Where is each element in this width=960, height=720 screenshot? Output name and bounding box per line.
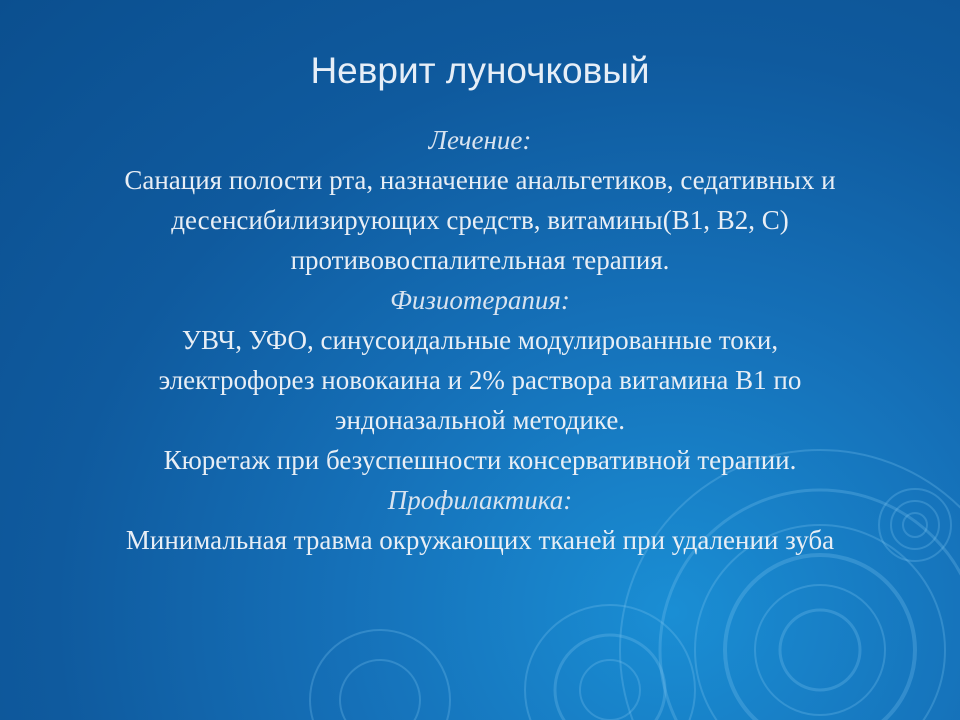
ripple-ring: [755, 585, 885, 715]
ripple-ring: [780, 610, 860, 690]
curettage-text: Кюретаж при безуспешности консервативной терапии.: [163, 445, 797, 475]
slide-title: Неврит луночковый: [310, 50, 650, 91]
physio-line: электрофорез новокаина и 2% раствора витамина В1 по: [158, 365, 802, 395]
ripple-ring: [340, 660, 420, 720]
prevention-text: Минимальная травма окружающих тканей при удалении зуба: [125, 525, 835, 555]
ripple-ring: [580, 660, 640, 720]
treatment-line: противовоспалительная терапия.: [290, 245, 670, 275]
ripple-ring: [555, 635, 665, 720]
treatment-line: десенсибилизирующих средств, витамины(В1, В2, С): [171, 205, 789, 235]
heading-prevention: Профилактика:: [387, 485, 573, 515]
physio-line: эндоназальной методике.: [334, 405, 626, 435]
ripple-ring: [310, 630, 450, 720]
physio-line: УВЧ, УФО, синусоидальные модулированные токи,: [181, 325, 779, 355]
heading-physiotherapy: Физиотерапия:: [390, 285, 570, 315]
heading-treatment: Лечение:: [428, 125, 532, 155]
slide-body: [40, 120, 920, 560]
treatment-line: Санация полости рта, назначение анальгетиков, седативных и: [124, 165, 836, 195]
ripple-ring: [725, 555, 915, 720]
ripple-ring: [525, 605, 695, 720]
